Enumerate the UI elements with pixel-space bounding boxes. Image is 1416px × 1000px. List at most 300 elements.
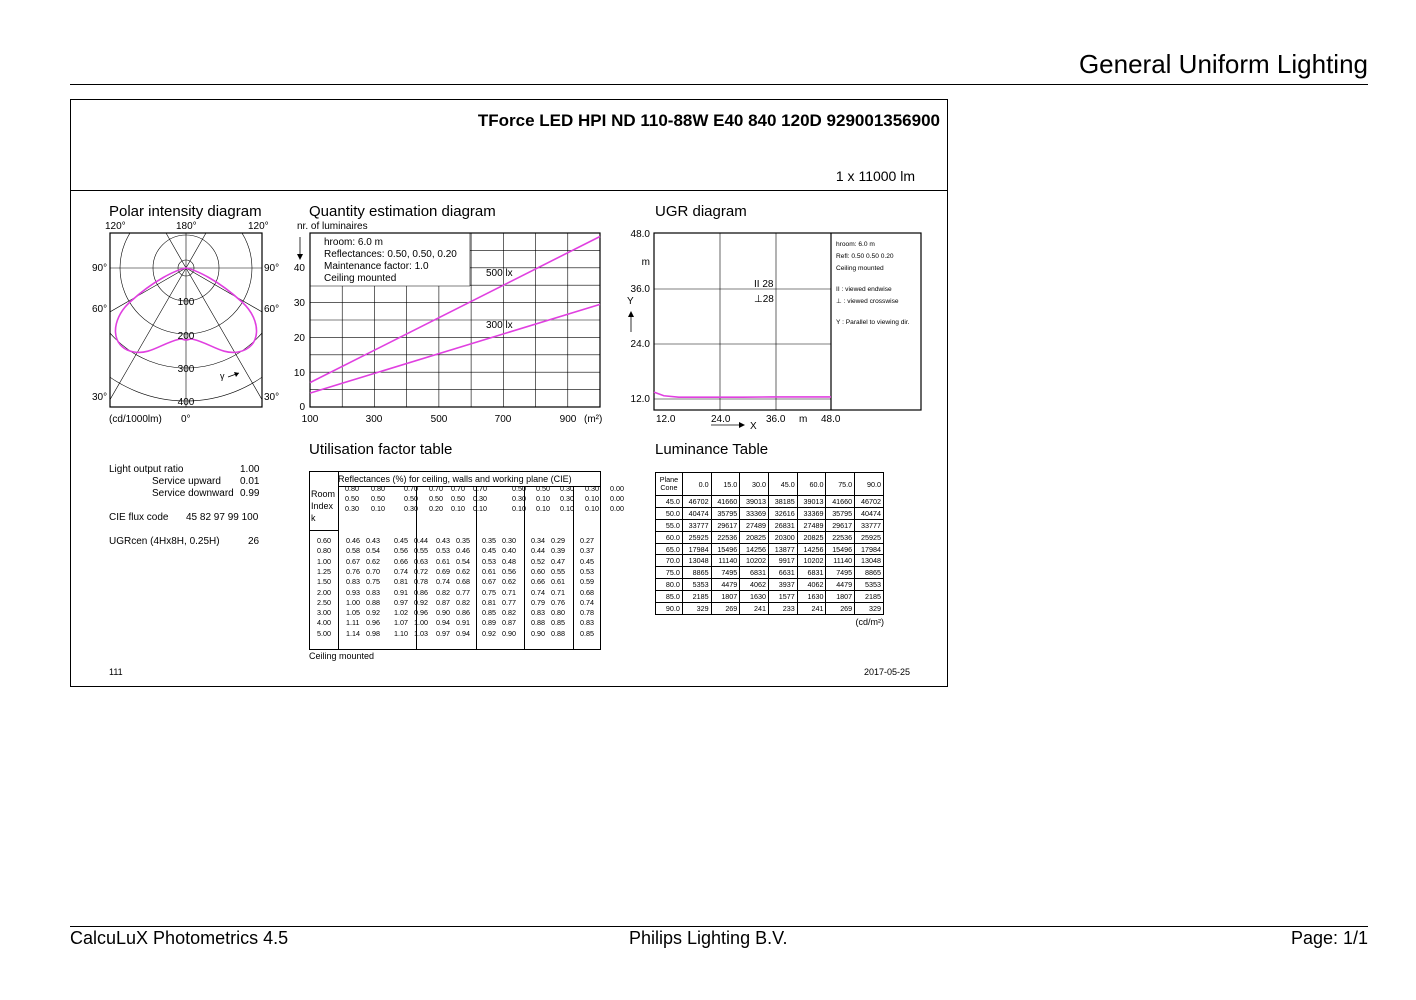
utilisation-cell: 0.83 [366,587,380,597]
utilisation-cell: 0.92 [414,597,428,607]
line-label-300lx: 300 lx [486,320,513,331]
plane-header: 45.0 [769,473,798,496]
ugr-ytick-48: 48.0 [630,229,650,240]
luminance-cell: 269 [826,603,855,615]
ugr-xunit: m [799,414,808,425]
luminance-cell: 39013 [797,496,826,508]
lamp-flux: 1 x 11000 lm [835,168,915,184]
luminance-cell: 25925 [855,531,884,543]
cone-angle-cell: 60.0 [656,531,683,543]
room-index-cell: 3.00 [317,608,331,618]
luminance-row [656,496,884,508]
utilisation-cell: 0.93 [346,587,360,597]
utilisation-cell: 0.47 [551,556,565,566]
utilisation-cell: 0.55 [414,546,428,556]
utilisation-cell: 0.86 [456,608,470,618]
utilisation-cell: 0.78 [414,577,428,587]
angle-0: 0° [181,414,191,425]
reflectance-cell: 0.10 [473,504,487,513]
luminance-cell: 35795 [711,507,740,519]
luminance-cell: 35795 [826,507,855,519]
luminance-cell: 33369 [797,507,826,519]
room-index-cell: 5.00 [317,628,331,638]
luminance-cell: 13048 [855,555,884,567]
plane-header: 75.0 [826,473,855,496]
luminance-row [656,579,884,591]
ugr-legend-endwise: II : viewed endwise [836,286,892,293]
q-ytick-0: 0 [299,402,305,413]
reflectance-cell: 0.30 [473,494,487,503]
ugr-xtick-36: 36.0 [766,414,786,425]
luminance-cell: 269 [711,603,740,615]
utilisation-cell: 1.05 [346,608,360,618]
upward-label: Service upward [152,476,221,487]
ugr-xtick-12: 12.0 [656,414,676,425]
luminance-cell: 5353 [855,579,884,591]
polar-title: Polar intensity diagram [109,203,262,220]
utilisation-cell: 0.92 [366,608,380,618]
luminance-cell: 11140 [711,555,740,567]
quantity-chart [290,216,610,428]
luminance-cell: 5353 [682,579,711,591]
ugr-yaxis-label: Y [627,296,634,307]
luminance-cell: 10202 [740,555,769,567]
luminance-cell: 13877 [769,543,798,555]
ugr-xtick-24: 24.0 [711,414,731,425]
ugr-ytick-36: 36.0 [630,284,650,295]
luminance-cell: 25925 [682,531,711,543]
quantity-title: Quantity estimation diagram [309,203,496,220]
cone-angle-cell: 80.0 [656,579,683,591]
room-index-cell: 0.60 [317,536,331,545]
utilisation-cell: 1.11 [346,618,360,628]
luminance-cell: 1630 [797,591,826,603]
utilisation-cell: 0.78 [580,608,594,618]
utilisation-cell: 1.03 [414,628,428,638]
utilisation-cell: 1.02 [394,608,408,618]
ugr-cen-label: UGRcen (4Hx8H, 0.25H) [109,536,220,547]
reflectance-cell: 0.50 [345,494,359,503]
luminance-cell: 41660 [826,496,855,508]
reflectance-cell: 0.10 [371,504,385,513]
luminance-cell: 2185 [855,591,884,603]
utilisation-cell: 0.43 [436,536,450,545]
cone-angle-cell: 75.0 [656,567,683,579]
q-xtick-700: 700 [494,414,512,425]
luminance-row [656,507,884,519]
utilisation-cell: 0.90 [531,628,545,638]
utilisation-cell: 0.83 [346,577,360,587]
luminaire-name: TForce LED HPI ND 110-88W E40 840 120D 929001356900 [477,111,940,130]
utilisation-cell: 0.72 [414,566,428,576]
utilisation-cell: 0.77 [456,587,470,597]
utilisation-cell: 0.88 [366,597,380,607]
utilisation-cell: 0.70 [366,566,380,576]
utilisation-cell: 0.53 [580,566,594,576]
downward-label: Service downward [152,488,234,499]
luminance-cell: 241 [740,603,769,615]
ugr-legend-crosswise: ⊥ : viewed crosswise [836,298,899,305]
reflectance-cell: 0.50 [404,494,418,503]
luminance-cell: 46702 [682,496,711,508]
cone-angle-cell: 45.0 [656,496,683,508]
luminance-cell: 1577 [769,591,798,603]
utilisation-cell: 0.81 [482,597,496,607]
utilisation-cell: 0.35 [456,536,470,545]
utilisation-cell: 0.53 [482,556,496,566]
luminance-cell: 6631 [769,567,798,579]
utilisation-cell: 0.92 [482,628,496,638]
utilisation-cell: 0.69 [436,566,450,576]
ugr-curve [654,392,831,397]
utilisation-cell: 0.52 [531,556,545,566]
plane-header: 90.0 [855,473,884,496]
utilisation-cell: 0.30 [502,536,516,545]
cone-angle-cell: 65.0 [656,543,683,555]
luminance-row [656,543,884,555]
utilisation-cell: 0.90 [436,608,450,618]
luminance-cell: 233 [769,603,798,615]
luminance-table [655,472,884,615]
luminance-cell: 4062 [740,579,769,591]
utilisation-cell: 0.80 [551,608,565,618]
luminance-cell: 329 [682,603,711,615]
luminance-cell: 7495 [711,567,740,579]
reflectance-cell: 0.50 [536,484,550,493]
utilisation-cell: 0.89 [482,618,496,628]
utilisation-cell: 0.54 [456,556,470,566]
utilisation-cell: 0.61 [482,566,496,576]
cone-angle-cell: 50.0 [656,507,683,519]
utilisation-cell: 0.74 [580,597,594,607]
luminance-cell: 46702 [855,496,884,508]
utilisation-cell: 1.07 [394,618,408,628]
utilisation-cell: 0.45 [394,536,408,545]
luminance-cell: 20825 [797,531,826,543]
ring-label-200: 200 [177,331,195,342]
utilisation-cell: 0.44 [414,536,428,545]
sheet-header-divider [70,190,948,191]
footer-software: CalcuLuX Photometrics 4.5 [70,928,289,948]
utilisation-cell: 0.54 [366,546,380,556]
reflectance-cell: 0.10 [512,504,526,513]
reflectance-cell: 0.70 [473,484,487,493]
room-index-cell: 2.00 [317,587,331,597]
luminance-cell: 29617 [711,519,740,531]
utilisation-cell: 0.97 [436,628,450,638]
luminance-cell: 15496 [826,543,855,555]
luminance-cell: 4479 [711,579,740,591]
sheet-date: 2017-05-25 [863,667,910,677]
utilisation-cell: 0.85 [551,618,565,628]
utilisation-cell: 0.82 [456,597,470,607]
luminance-cell: 32616 [769,507,798,519]
downward-value: 0.99 [240,488,260,499]
quantity-legend-mounting: Ceiling mounted [324,273,397,284]
utilisation-cell: 0.87 [436,597,450,607]
reflectance-cell: 0.00 [610,494,624,503]
utilisation-cell: 0.86 [414,587,428,597]
ugr-title: UGR diagram [655,203,747,220]
ring-label-100: 100 [177,297,195,308]
utilisation-cell: 0.35 [482,536,496,545]
utilisation-cell: 0.71 [551,587,565,597]
reflectance-cell: 0.20 [429,504,443,513]
luminance-cell: 14256 [797,543,826,555]
angle-180: 180° [176,221,197,232]
reflectance-cell: 0.30 [560,494,574,503]
reflectance-cell: 0.30 [512,494,526,503]
luminance-row [656,519,884,531]
luminance-cell: 11140 [826,555,855,567]
polar-diagram [88,216,288,428]
luminance-cell: 40474 [855,507,884,519]
ugr-legend-parallel: Y : Parallel to viewing dir. [836,319,910,326]
luminance-cell: 27489 [797,519,826,531]
utilisation-cell: 0.67 [482,577,496,587]
angle-30-right: 30° [264,392,280,403]
utilisation-cell: 1.00 [414,618,428,628]
cone-angle-cell: 55.0 [656,519,683,531]
reflectance-cell: 0.80 [371,484,385,493]
luminance-cell: 4062 [797,579,826,591]
luminance-row [656,567,884,579]
utilisation-cell: 0.46 [456,546,470,556]
reflectance-cell: 0.50 [371,494,385,503]
luminance-row [656,531,884,543]
angle-90-right: 90° [264,263,280,274]
utilisation-cell: 0.98 [366,628,380,638]
ugr-chart [615,216,935,436]
utilisation-cell: 0.75 [482,587,496,597]
utilisation-cell: 1.10 [394,628,408,638]
plane-header: 0.0 [682,473,711,496]
q-ytick-20: 20 [293,333,305,344]
utilisation-cell: 0.96 [366,618,380,628]
luminance-cell: 1807 [711,591,740,603]
luminance-cell: 6831 [740,567,769,579]
utilisation-cell: 0.83 [531,608,545,618]
lor-value: 1.00 [240,464,260,475]
room-index-cell: 4.00 [317,618,331,628]
plane-cone-header: Plane Cone [656,473,683,496]
luminance-unit: (cd/m²) [855,617,884,627]
utilisation-cell: 0.76 [551,597,565,607]
quantity-legend-maintenance: Maintenance factor: 1.0 [324,261,429,272]
footer-page: Page: 1/1 [1290,928,1368,948]
utilisation-cell: 0.82 [436,587,450,597]
utilisation-cell: 0.61 [436,556,450,566]
reflectance-cell: 0.10 [536,504,550,513]
cone-angle-cell: 90.0 [656,603,683,615]
cie-label: CIE flux code [109,512,169,523]
luminance-cell: 10202 [797,555,826,567]
reflectance-cell: 0.30 [404,504,418,513]
angle-60-left: 60° [92,304,108,315]
reflectance-cell: 0.50 [451,494,465,503]
utilisation-cell: 0.46 [346,536,360,545]
reflectance-cell: 0.10 [585,494,599,503]
utilisation-cell: 0.62 [366,556,380,566]
utilisation-cell: 0.44 [531,546,545,556]
luminance-cell: 241 [797,603,826,615]
gamma-label: γ [220,371,225,381]
ring-label-400: 400 [177,397,195,408]
luminance-cell: 22536 [826,531,855,543]
utilisation-cell: 0.82 [502,608,516,618]
luminance-cell: 6831 [797,567,826,579]
utilisation-cell: 0.88 [551,628,565,638]
utilisation-header: Reflectances (%) for ceiling, walls and working plane (CIE) [338,474,572,484]
utilisation-cell: 0.53 [436,546,450,556]
room-index-cell: 1.00 [317,556,331,566]
q-ytick-40: 40 [293,263,305,274]
q-xunit: (m²) [584,414,603,425]
utilisation-cell: 0.88 [531,618,545,628]
utilisation-cell: 0.77 [502,597,516,607]
utilisation-cell: 0.74 [531,587,545,597]
reflectance-cell: 0.70 [429,484,443,493]
room-index-cell: 2.50 [317,597,331,607]
utilisation-cell: 0.91 [394,587,408,597]
angle-30-left: 30° [92,392,108,403]
utilisation-footnote: Ceiling mounted [309,651,375,661]
utilisation-cell: 0.56 [502,566,516,576]
luminance-cell: 17984 [855,543,884,555]
plane-header: 15.0 [711,473,740,496]
luminance-cell: 2185 [682,591,711,603]
luminance-cell: 13048 [682,555,711,567]
reflectance-cell: 0.10 [585,504,599,513]
angle-120-left: 120° [105,221,126,232]
utilisation-cell: 0.75 [366,577,380,587]
line-label-500lx: 500 lx [486,268,513,279]
q-xtick-900: 900 [559,414,577,425]
header-rule [70,84,1368,85]
utilisation-cell: 0.71 [502,587,516,597]
ring-label-300: 300 [177,364,195,375]
angle-60-right: 60° [264,304,280,315]
reflectance-cell: 0.70 [404,484,418,493]
utilisation-cell: 0.96 [414,608,428,618]
luminance-cell: 26831 [769,519,798,531]
luminance-cell: 17984 [682,543,711,555]
luminance-cell: 7495 [826,567,855,579]
ugr-legend-mounting: Ceiling mounted [836,265,884,272]
q-xtick-300: 300 [365,414,383,425]
plane-header: 30.0 [740,473,769,496]
reflectance-cell: 0.00 [610,504,624,513]
luminance-cell: 20825 [740,531,769,543]
luminance-cell: 3937 [769,579,798,591]
utilisation-cell: 0.43 [366,536,380,545]
utilisation-cell: 0.67 [346,556,360,566]
utilisation-cell: 1.00 [346,597,360,607]
luminance-cell: 20300 [769,531,798,543]
reflectance-cell: 0.80 [345,484,359,493]
luminance-row [656,591,884,603]
upward-value: 0.01 [240,476,260,487]
utilisation-cell: 0.90 [502,628,516,638]
utilisation-cell: 0.48 [502,556,516,566]
utilisation-cell: 0.34 [531,536,545,545]
reflectance-cell: 0.30 [345,504,359,513]
cie-value: 45 82 97 99 100 [186,512,259,523]
ugr-legend-hroom: hroom: 6.0 m [836,241,875,248]
luminance-cell: 15496 [711,543,740,555]
utilisation-cell: 0.45 [580,556,594,566]
reflectance-cell: 0.00 [610,484,624,493]
footer-rule [70,926,1368,927]
utilisation-cell: 0.61 [551,577,565,587]
reflectance-cell: 0.10 [536,494,550,503]
utilisation-cell: 0.85 [580,628,594,638]
utilisation-cell: 0.29 [551,536,565,545]
utilisation-cell: 0.91 [456,618,470,628]
luminance-cell: 8865 [682,567,711,579]
page-number: 111 [109,667,123,677]
utilisation-cell: 0.97 [394,597,408,607]
lor-label: Light output ratio [109,464,184,475]
utilisation-title: Utilisation factor table [309,441,453,458]
luminance-row [656,555,884,567]
luminance-cell: 1807 [826,591,855,603]
luminance-cell: 27489 [740,519,769,531]
reflectance-cell: 0.70 [451,484,465,493]
luminance-cell: 40474 [682,507,711,519]
q-xtick-500: 500 [430,414,448,425]
ugr-legend-refl: Refl: 0.50 0.50 0.20 [836,253,894,260]
ugr-ytick-24: 24.0 [630,339,650,350]
utilisation-cell: 0.74 [394,566,408,576]
angle-90-left: 90° [92,263,108,274]
utilisation-cell: 0.76 [346,566,360,576]
quantity-ylabel: nr. of luminaires [297,221,368,232]
utilisation-cell: 0.66 [531,577,545,587]
angle-120-right: 120° [248,221,269,232]
luminance-cell: 33777 [682,519,711,531]
cone-angle-cell: 70.0 [656,555,683,567]
room-index-label: Room Index k [311,489,336,523]
luminance-cell: 9917 [769,555,798,567]
luminance-header-row [656,473,884,496]
luminance-cell: 39013 [740,496,769,508]
ugr-xtick-48: 48.0 [821,414,841,425]
quantity-legend-hroom: hroom: 6.0 m [324,237,383,248]
utilisation-cell: 0.62 [456,566,470,576]
q-ytick-10: 10 [293,368,305,379]
luminance-cell: 329 [855,603,884,615]
page-title: General Uniform Lighting [1078,49,1368,79]
utilisation-cell: 0.85 [482,608,496,618]
luminance-cell: 33777 [855,519,884,531]
utilisation-cell: 0.60 [531,566,545,576]
q-ytick-30: 30 [293,298,305,309]
room-index-cell: 0.80 [317,546,331,556]
utilisation-cell: 0.39 [551,546,565,556]
utilisation-cell: 0.58 [346,546,360,556]
utilisation-cell: 0.87 [502,618,516,628]
luminance-cell: 22536 [711,531,740,543]
plane-header: 60.0 [797,473,826,496]
luminance-cell: 1630 [740,591,769,603]
utilisation-cell: 0.94 [456,628,470,638]
ugr-xaxis-label: X [750,421,757,432]
luminance-cell: 38185 [769,496,798,508]
utilisation-cell: 0.45 [482,546,496,556]
reflectance-cell: 0.30 [560,484,574,493]
polar-unit: (cd/1000lm) [109,414,162,425]
